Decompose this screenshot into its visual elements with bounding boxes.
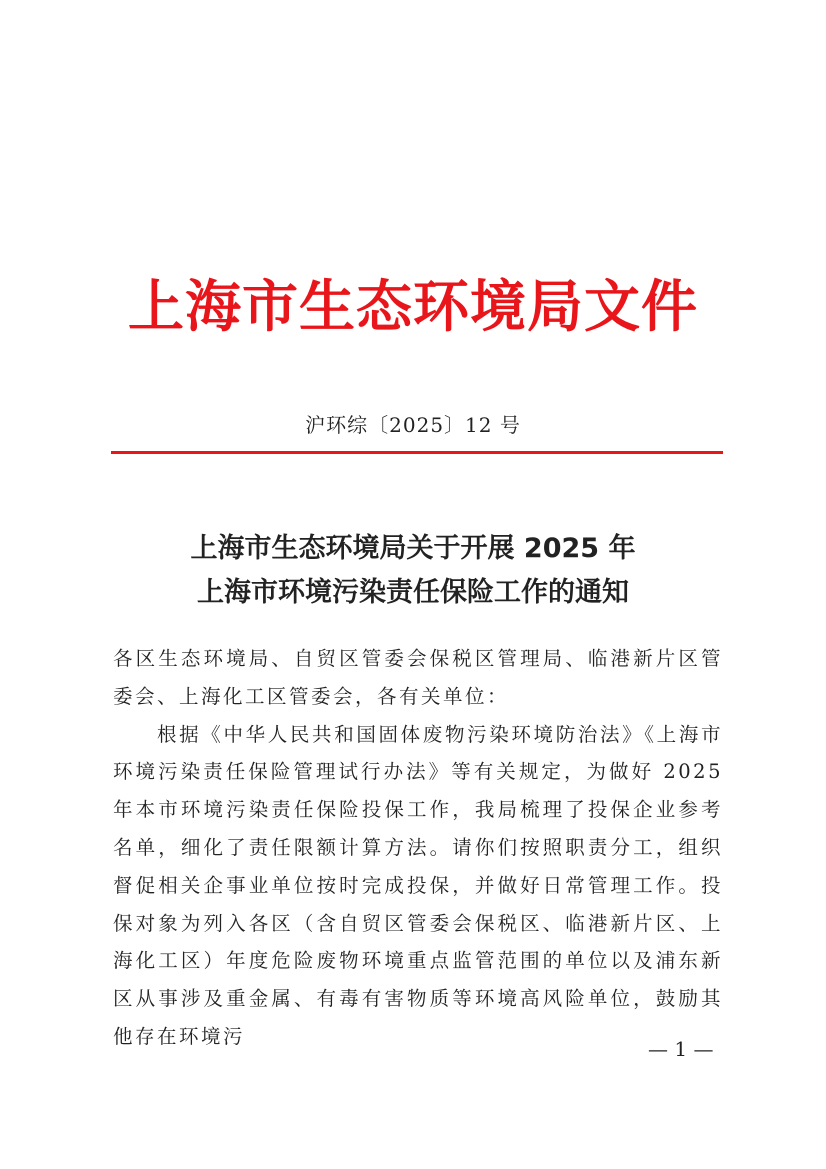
page-number: — 1 — — [648, 1037, 714, 1061]
body-paragraph: 根据《中华人民共和国固体废物污染环境防治法》《上海市环境污染责任保险管理试行办法》等有关规定，为做好 2025 年本市环境污染责任保险投保工作，我局梳理了投保企业参考名单，细化了责任限额计算方法。请你们按照职责分工，组织督促相关企事业单位按时完成投保，并做好日常管理工作。投保对象为列入各区（含自贸区管委会保税区、临港新片区、上海化工区）年度危险废物环境重点监管范围的单位以及浦东新区从事涉及重金属、有毒有害物质等环境高风险单位，鼓励其他存在环境污 — [113, 722, 723, 1048]
document-number: 沪环综〔2025〕12 号 — [305, 413, 521, 437]
document-title-line-1: 上海市生态环境局关于开展 2025 年 — [190, 533, 636, 564]
document-title — [0, 527, 826, 615]
document-title-line-2: 上海市环境污染责任保险工作的通知 — [197, 577, 629, 608]
document-body — [113, 640, 723, 1056]
red-divider-line — [111, 451, 723, 454]
masthead-title: 上海市生态环境局文件 — [128, 275, 698, 340]
addressee-paragraph: 各区生态环境局、自贸区管委会保税区管理局、临港新片区管委会、上海化工区管委会，各有关单位： — [113, 647, 723, 708]
